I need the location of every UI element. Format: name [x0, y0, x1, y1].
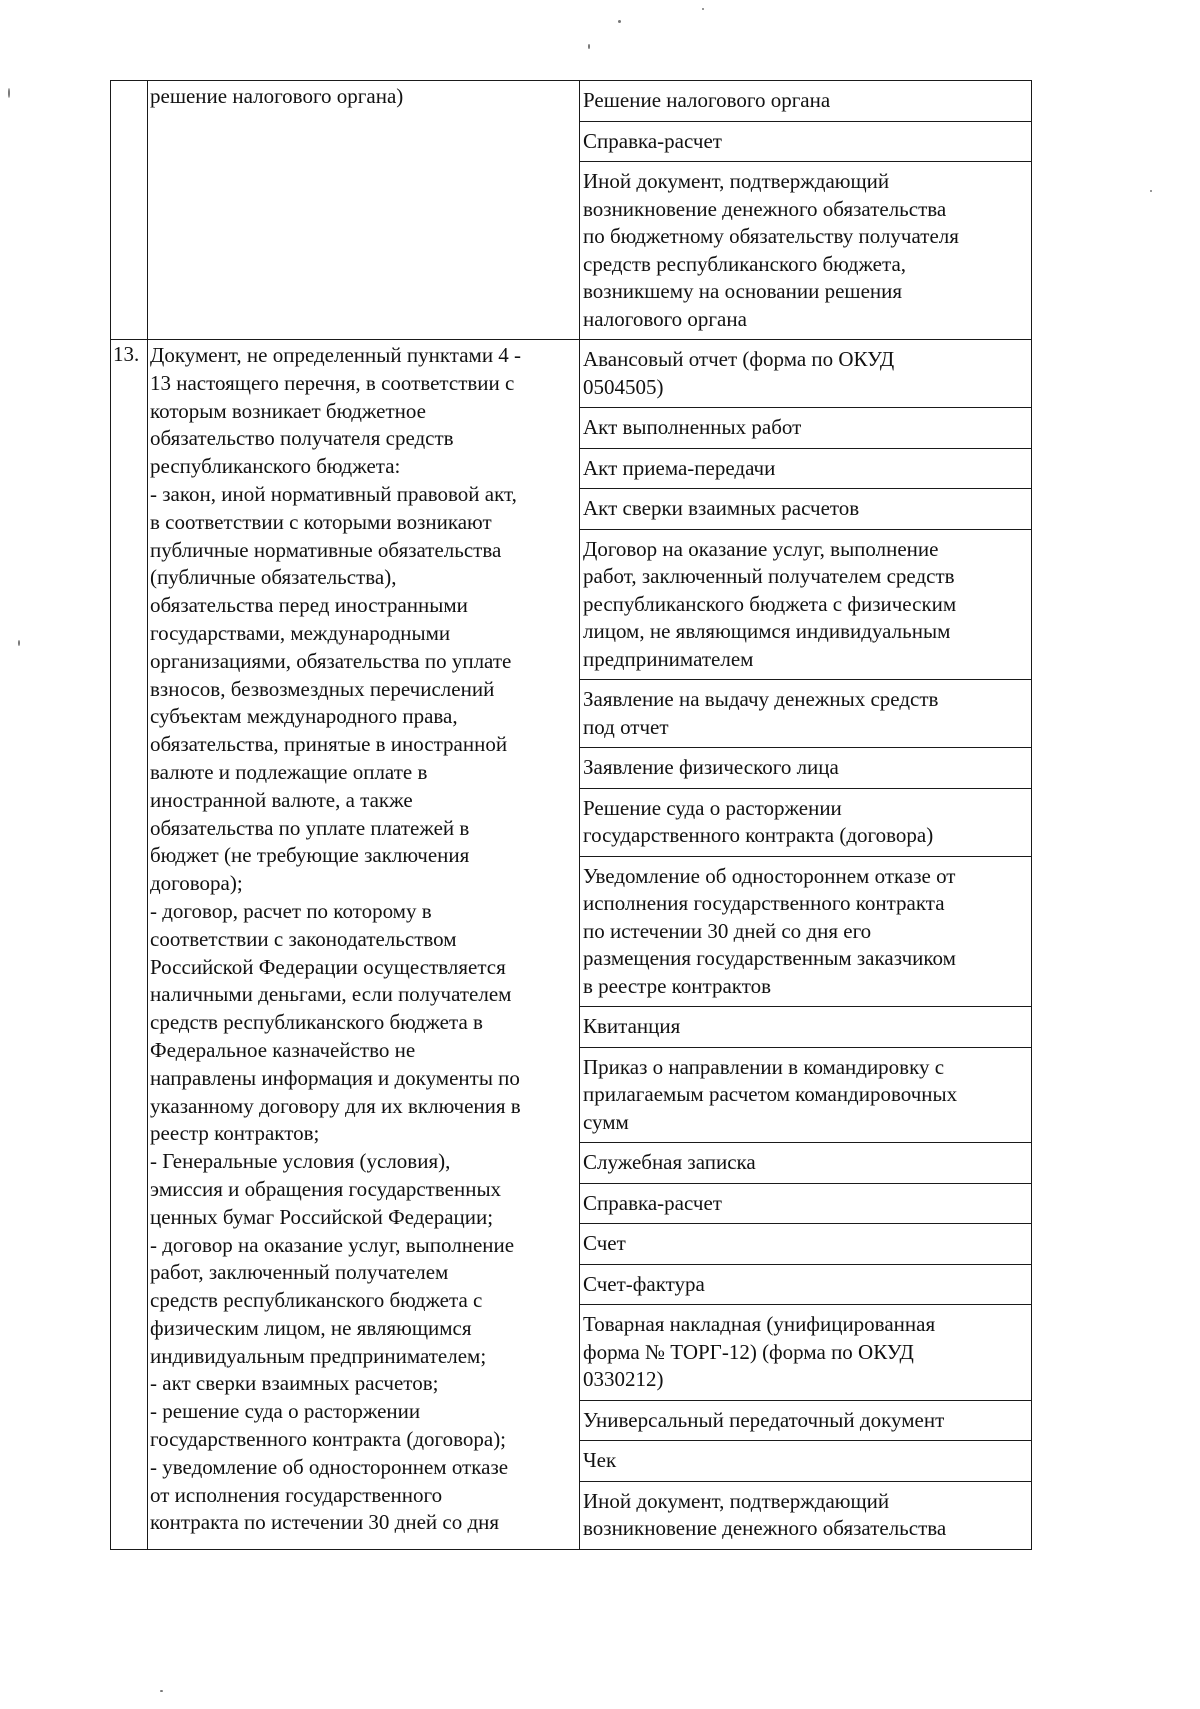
row-description [148, 340, 580, 1550]
description-line: средств республиканского бюджета с [150, 1288, 483, 1313]
document-item: Договор на оказание услуг, выполнение работ, заключенный получателем средств республиканского бюджета с физическим лицом, не являющимся индивидуальным предпринимателем [580, 530, 1031, 681]
description-line: указанному договору для их включения в [150, 1093, 521, 1118]
description-line: эмиссия и обращения государственных [150, 1176, 502, 1201]
document-item: Решение суда о расторжении государственного контракта (договора) [580, 789, 1031, 857]
row-documents [580, 81, 1032, 340]
description-line: средств республиканского бюджета в [150, 1010, 483, 1035]
description-line: которым возникает бюджетное [150, 398, 426, 423]
description-line: иностранной валюте, а также [150, 787, 413, 812]
document-item: Универсальный передаточный документ [580, 1401, 1031, 1442]
description-line: субъектам международного права, [150, 704, 458, 729]
document-item: Счет-фактура [580, 1265, 1031, 1306]
document-item: Приказ о направлении в командировку с прилагаемым расчетом командировочных сумм [580, 1048, 1031, 1144]
document-item: Акт сверки взаимных расчетов [580, 489, 1031, 530]
description-line: взносов, безвозмездных перечислений [150, 676, 495, 701]
description-line: (публичные обязательства), [150, 565, 397, 590]
document-item: Чек [580, 1441, 1031, 1482]
document-item: Заявление на выдачу денежных средств под отчет [580, 680, 1031, 748]
description-line: - акт сверки взаимных расчетов; [150, 1371, 439, 1396]
description-line: - уведомление об одностороннем отказе [150, 1454, 509, 1479]
description-line: решение налогового органа) [150, 84, 404, 108]
description-line: республиканского бюджета: [150, 454, 401, 479]
document-item: Заявление физического лица [580, 748, 1031, 789]
scan-speck [588, 44, 590, 49]
description-line: реестр контрактов; [150, 1121, 320, 1146]
document-item: Справка-расчет [580, 122, 1031, 163]
document-item: Иной документ, подтверждающий возникновение денежного обязательства по бюджетному обязательству получателя средств республиканского бюджета, возникшему на основании решения налогового органа [583, 169, 959, 331]
document-item: Решение налогового органа [580, 81, 1031, 122]
scan-speck [702, 8, 704, 10]
description-line: соответствии с законодательством [150, 926, 457, 951]
description-line: индивидуальным предпринимателем; [150, 1343, 487, 1368]
row-description [148, 81, 580, 340]
document-table [110, 80, 1032, 1550]
document-item: Справка-расчет [580, 1184, 1031, 1225]
description-line: - договор на оказание услуг, выполнение [150, 1232, 515, 1257]
description-line: контракта по истечении 30 дней со дня [150, 1510, 500, 1535]
description-line: Документ, не определенный пунктами 4 - [150, 343, 522, 367]
scan-speck [618, 20, 621, 23]
description-line: направлены информация и документы по [150, 1065, 520, 1090]
document-item: Счет [580, 1224, 1031, 1265]
table-row [111, 81, 1032, 340]
description-line: физическим лицом, не являющимся [150, 1315, 472, 1340]
description-line: - закон, иной нормативный правовой акт, [150, 481, 517, 506]
document-item: Квитанция [580, 1007, 1031, 1048]
description-line: обязательства перед иностранными [150, 593, 468, 618]
description-line: ценных бумаг Российской Федерации; [150, 1204, 494, 1229]
row-number: 13. [111, 340, 148, 1550]
description-line: - решение суда о расторжении [150, 1399, 421, 1424]
table-row [111, 340, 1032, 1550]
document-item: Уведомление об одностороннем отказе от исполнения государственного контракта по истечении 30 дней со дня его размещения государственным заказчиком в реестре контрактов [580, 857, 1031, 1008]
scan-speck [1150, 190, 1152, 192]
description-line: от исполнения государственного [150, 1482, 443, 1507]
description-line: работ, заключенный получателем [150, 1260, 449, 1285]
description-line: 13 настоящего перечня, в соответствии с [150, 370, 515, 395]
row-documents [580, 340, 1032, 1550]
document-item: Иной документ, подтверждающий возникновение денежного обязательства [583, 1488, 947, 1540]
description-line: обязательство получателя средств [150, 426, 454, 451]
document-item: Товарная накладная (унифицированная форма № ТОРГ-12) (форма по ОКУД 0330212) [580, 1305, 1031, 1401]
description-line: государствами, международными [150, 620, 451, 645]
description-line: - Генеральные условия (условия), [150, 1149, 451, 1174]
scan-speck [8, 88, 10, 98]
description-line: бюджет (не требующие заключения [150, 843, 470, 868]
description-line: государственного контракта (договора); [150, 1427, 507, 1452]
description-line: валюте и подлежащие оплате в [150, 759, 428, 784]
description-line: наличными деньгами, если получателем [150, 982, 512, 1007]
description-line: обязательства по уплате платежей в [150, 815, 470, 840]
description-line: в соответствии с которыми возникают [150, 509, 492, 534]
description-line: публичные нормативные обязательства [150, 537, 502, 562]
description-line: договора); [150, 871, 243, 896]
scan-speck [18, 640, 20, 646]
row-number [111, 81, 148, 340]
document-item: Служебная записка [580, 1143, 1031, 1184]
description-line: Российской Федерации осуществляется [150, 954, 506, 979]
description-line: организациями, обязательства по уплате [150, 648, 512, 673]
description-line: Федеральное казначейство не [150, 1037, 416, 1062]
document-item: Акт приема-передачи [580, 449, 1031, 490]
document-item: Авансовый отчет (форма по ОКУД 0504505) [580, 340, 1031, 408]
scan-speck [160, 1690, 163, 1692]
description-line: обязательства, принятые в иностранной [150, 732, 508, 757]
document-item: Акт выполненных работ [580, 408, 1031, 449]
description-line: - договор, расчет по которому в [150, 898, 432, 923]
